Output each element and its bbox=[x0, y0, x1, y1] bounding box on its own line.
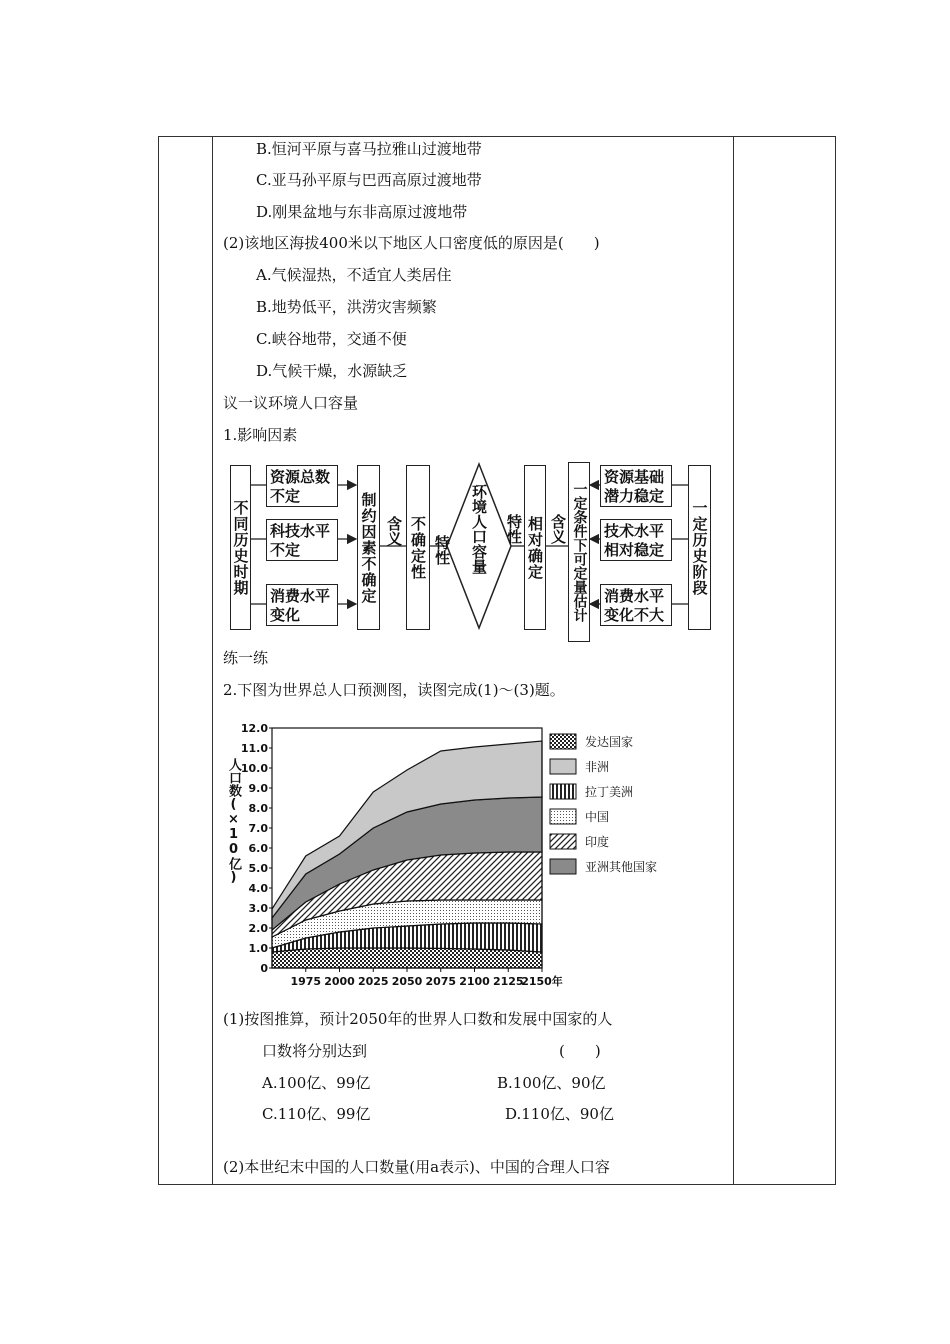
left-item-resources: 资源总数不定 bbox=[266, 465, 338, 507]
q1-option-c: C.亚马孙平原与巴西高原过渡地带 bbox=[256, 171, 482, 189]
left-item-technology: 科技水平不定 bbox=[266, 519, 338, 561]
right-trait-box: 相对确定 bbox=[524, 465, 546, 630]
xtick-label: 2125 bbox=[492, 975, 524, 988]
sub1-option-d: D.110亿、90亿 bbox=[505, 1105, 614, 1123]
ytick-label: 8.0 bbox=[248, 802, 268, 815]
legend-label: 亚洲其他国家 bbox=[585, 860, 658, 874]
ytick-label: 12.0 bbox=[240, 722, 268, 735]
xtick-label: 2025 bbox=[357, 975, 389, 988]
ytick-label: 7.0 bbox=[248, 822, 268, 835]
population-chart bbox=[224, 712, 684, 997]
left-property-label: 特性 bbox=[433, 535, 451, 565]
right-item-technology: 技术水平相对稳定 bbox=[600, 519, 672, 561]
left-item-consumption: 消费水平变化 bbox=[266, 584, 338, 626]
xtick-label: 1975 bbox=[290, 975, 322, 988]
legend-label: 非洲 bbox=[585, 760, 610, 774]
legend-label: 发达国家 bbox=[585, 735, 634, 749]
legend-swatch bbox=[550, 834, 576, 849]
center-label: 环境人口容量 bbox=[470, 484, 488, 574]
legend-swatch bbox=[550, 809, 576, 824]
ytick-label: 6.0 bbox=[248, 842, 268, 855]
ytick-label: 4.0 bbox=[248, 882, 268, 895]
ytick-label: 10.0 bbox=[240, 762, 268, 775]
column-divider-1 bbox=[212, 136, 213, 1185]
ytick-label: 3.0 bbox=[248, 902, 268, 915]
sub1-option-a: A.100亿、99亿 bbox=[262, 1074, 371, 1092]
right-title-box: 一定历史阶段 bbox=[688, 465, 711, 630]
ytick-label: 0 bbox=[260, 962, 268, 975]
legend-swatch bbox=[550, 784, 576, 799]
legend-swatch bbox=[550, 759, 576, 774]
q2-option-c: C.峡谷地带，交通不便 bbox=[256, 330, 407, 348]
sub2-line1: (2)本世纪末中国的人口数量(用a表示)、中国的合理人口容 bbox=[223, 1158, 610, 1176]
capacity-diagram bbox=[230, 462, 712, 632]
q1-option-b: B.恒河平原与喜马拉雅山过渡地带 bbox=[256, 140, 482, 158]
ytick-label: 11.0 bbox=[240, 742, 268, 755]
legend-label: 印度 bbox=[585, 835, 610, 849]
left-title-box: 不同历史时期 bbox=[230, 465, 251, 630]
q2-option-b: B.地势低平，洪涝灾害频繁 bbox=[256, 298, 437, 316]
ytick-label: 9.0 bbox=[248, 782, 268, 795]
section-factors: 1.影响因素 bbox=[223, 426, 298, 444]
xtick-label: 2100 bbox=[459, 975, 490, 988]
sub1-line1: (1)按图推算，预计2050年的世界人口数和发展中国家的人 bbox=[223, 1010, 613, 1028]
xtick-label: 2000 bbox=[324, 975, 355, 988]
legend-label: 拉丁美洲 bbox=[585, 785, 634, 799]
xtick-label: 2050 bbox=[391, 975, 423, 988]
question-main: 2.下图为世界总人口预测图，读图完成(1)～(3)题。 bbox=[223, 681, 565, 699]
left-trait-box: 不确定性 bbox=[406, 465, 430, 630]
xtick-label: 2075 bbox=[425, 975, 457, 988]
q1-option-d: D.刚果盆地与东非高原过渡地带 bbox=[256, 203, 468, 221]
area-0 bbox=[272, 948, 542, 968]
left-middle-box: 制约因素不确定 bbox=[357, 465, 380, 630]
section-practice: 练一练 bbox=[223, 649, 269, 667]
right-meaning-label: 含义 bbox=[549, 514, 567, 544]
q2-option-d: D.气候干燥，水源缺乏 bbox=[256, 362, 408, 380]
ytick-label: 5.0 bbox=[248, 862, 268, 875]
right-property-label: 特性 bbox=[505, 514, 523, 544]
right-item-consumption: 消费水平变化不大 bbox=[600, 584, 672, 626]
legend-swatch bbox=[550, 859, 576, 874]
legend-swatch bbox=[550, 734, 576, 749]
q2-stem: (2)该地区海拔400米以下地区人口密度低的原因是( ) bbox=[223, 234, 600, 252]
q2-option-a: A.气候湿热，不适宜人类居住 bbox=[256, 266, 452, 284]
ytick-label: 2.0 bbox=[248, 922, 268, 935]
section-discuss: 议一议环境人口容量 bbox=[223, 394, 359, 412]
left-meaning-label: 含义 bbox=[385, 516, 403, 546]
ytick-label: 1.0 bbox=[248, 942, 268, 955]
sub1-option-c: C.110亿、99亿 bbox=[262, 1105, 371, 1123]
sub1-option-b: B.100亿、90亿 bbox=[497, 1074, 606, 1092]
right-item-resources: 资源基础潜力稳定 bbox=[600, 465, 672, 507]
right-middle-box: 一定条件下可定量估计 bbox=[568, 462, 590, 642]
column-divider-2 bbox=[733, 136, 734, 1185]
chart-ylabel: 人口数(×10亿) bbox=[226, 758, 241, 885]
sub1-line2: 口数将分别达到 bbox=[262, 1042, 368, 1060]
sub1-paren: ( ) bbox=[559, 1042, 601, 1060]
xtick-label: 2150年 bbox=[521, 975, 563, 988]
legend-label: 中国 bbox=[585, 810, 610, 824]
